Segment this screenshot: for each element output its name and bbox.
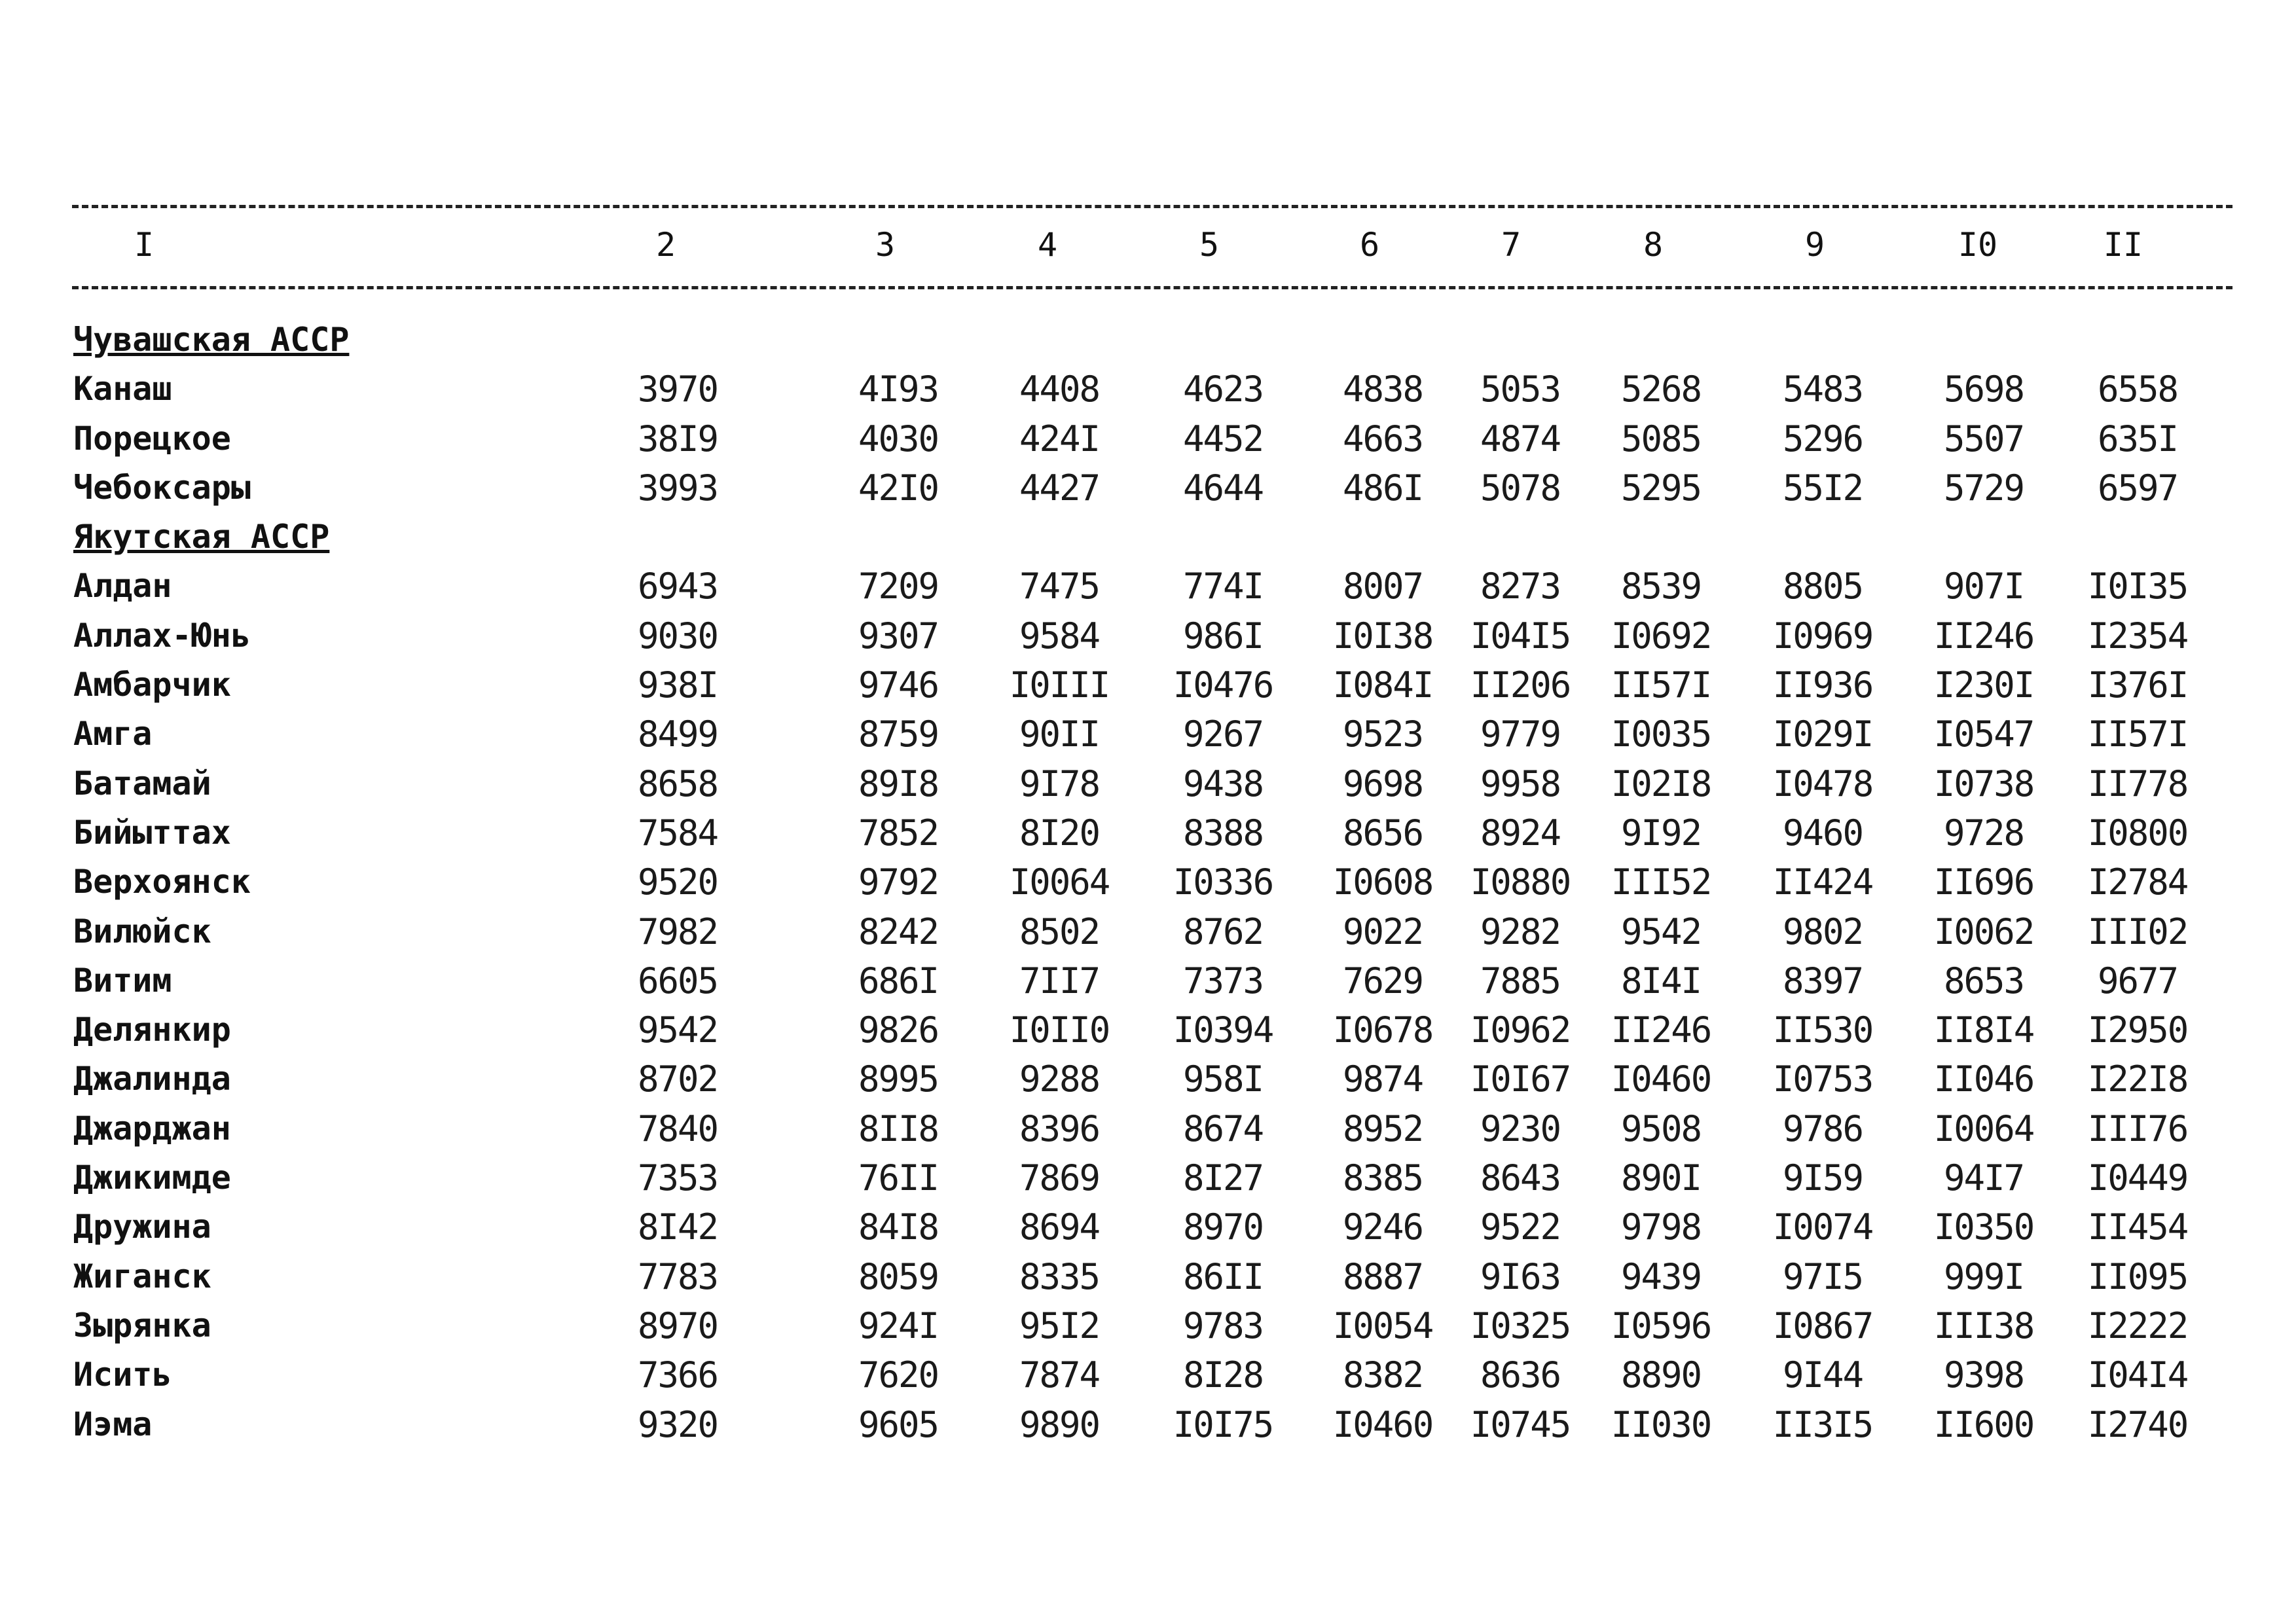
table-cell: 6597 [2097,467,2178,509]
table-cell: 7584 [637,812,718,854]
table-cell: I0449 [2087,1157,2188,1199]
table-row [0,1055,2296,1104]
table-cell: 9542 [1620,911,1702,952]
table-cell: 9460 [1782,812,1863,854]
table-cell: II600 [1933,1403,2034,1445]
table-cell: 94I7 [1943,1157,2024,1199]
table-cell: 9728 [1943,812,2024,854]
table-cell: 9779 [1480,713,1561,755]
table-row [0,710,2296,759]
table-cell: 8674 [1182,1108,1264,1149]
table-cell: I0III [1009,664,1110,706]
table-cell: 4838 [1342,369,1423,410]
table-row [0,1104,2296,1153]
table-cell: 9I92 [1620,812,1702,854]
table-cell: 8805 [1782,566,1863,607]
table-cell: 8242 [858,911,939,952]
column-header-5: 5 [1199,226,1220,264]
table-cell: 9I59 [1782,1157,1863,1199]
table-cell: 9783 [1182,1305,1264,1346]
table-cell: I0035 [1611,713,1711,755]
table-cell: I0867 [1772,1305,1873,1346]
table-cell: 97I5 [1782,1255,1863,1297]
table-cell: 76II [858,1157,939,1199]
column-header-11: II [2103,226,2143,264]
table-row [0,1400,2296,1449]
table-row [0,463,2296,513]
table-cell: II57I [1611,664,1711,706]
table-cell: 774I [1182,566,1264,607]
table-cell: 8059 [858,1255,939,1297]
table-cell: 5268 [1620,369,1702,410]
table-cell: 7373 [1182,960,1264,1001]
table-cell: 42I0 [858,467,939,509]
region-name: Якутская АССР [73,518,330,556]
table-cell: 8273 [1480,566,1561,607]
table-cell: 986I [1182,615,1264,657]
table-row [0,414,2296,463]
table-cell: 90II [1019,713,1100,755]
table-cell: I2950 [2087,1009,2188,1051]
table-cell: 38I9 [637,418,718,460]
table-cell: 686I [858,960,939,1001]
table-cell: 8397 [1782,960,1863,1001]
table-cell: III02 [2087,911,2188,952]
table-cell: 8388 [1182,812,1264,854]
table-cell: I0800 [2087,812,2188,854]
table-cell: 8I20 [1019,812,1100,854]
table-cell: 7869 [1019,1157,1100,1199]
table-cell: 9698 [1342,763,1423,804]
section-heading-row [0,316,2296,365]
table-cell: I0596 [1611,1305,1711,1346]
table-cell: 9584 [1019,615,1100,657]
table-cell: I02I8 [1611,763,1711,804]
table-row [0,1153,2296,1202]
table-cell: 9522 [1480,1206,1561,1248]
table-cell: II095 [2087,1255,2188,1297]
table-cell: 3993 [637,467,718,509]
table-cell: 9523 [1342,713,1423,755]
column-header-9: 9 [1804,226,1825,264]
table-cell: 8643 [1480,1157,1561,1199]
table-cell: I2354 [2087,615,2188,657]
table-cell: 6605 [637,960,718,1001]
table-cell: 8970 [637,1305,718,1346]
table-cell: 89I8 [858,763,939,804]
table-cell: I2222 [2087,1305,2188,1346]
table-cell: I0I67 [1470,1058,1571,1100]
table-cell: 4I93 [858,369,939,410]
station-name: Жиганск [73,1257,211,1295]
table-cell: I0I38 [1332,615,1433,657]
table-cell: 5296 [1782,418,1863,460]
table-row [0,907,2296,956]
table-cell: I0064 [1009,861,1110,903]
table-row [0,562,2296,611]
table-cell: I0478 [1772,763,1873,804]
table-cell: 9439 [1620,1255,1702,1297]
table-row [0,1252,2296,1301]
table-cell: 5483 [1782,369,1863,410]
table-cell: 9022 [1342,911,1423,952]
table-cell: II046 [1933,1058,2034,1100]
table-cell: II778 [2087,763,2188,804]
table-cell: 9282 [1480,911,1561,952]
table-row [0,759,2296,808]
table-row [0,1202,2296,1252]
table-cell: 8I27 [1182,1157,1264,1199]
table-cell: 84I8 [858,1206,939,1248]
table-cell: 9I78 [1019,763,1100,804]
table-cell: 5078 [1480,467,1561,509]
table-cell: I0753 [1772,1058,1873,1100]
table-cell: I029I [1772,713,1873,755]
table-cell: 890I [1620,1157,1702,1199]
table-row [0,1350,2296,1399]
table-cell: I2740 [2087,1403,2188,1445]
station-name: Иэма [73,1405,153,1443]
table-cell: 95I2 [1019,1305,1100,1346]
table-cell: 8658 [637,763,718,804]
table-cell: III76 [2087,1108,2188,1149]
station-name: Канаш [73,370,172,408]
table-cell: 9798 [1620,1206,1702,1248]
column-number-header [0,226,2296,278]
table-cell: I22I8 [2087,1058,2188,1100]
table-cell: 7366 [637,1354,718,1396]
table-cell: 5295 [1620,467,1702,509]
table-cell: 9288 [1019,1058,1100,1100]
table-cell: 8636 [1480,1354,1561,1396]
table-cell: I0880 [1470,861,1571,903]
table-row [0,1301,2296,1350]
table-cell: 924I [858,1305,939,1346]
table-cell: II936 [1772,664,1873,706]
table-row [0,660,2296,710]
table-row [0,365,2296,414]
station-name: Джалинда [73,1060,231,1098]
table-cell: I0I75 [1173,1403,1273,1445]
table-cell: 4030 [858,418,939,460]
station-name: Делянкир [73,1011,231,1049]
column-header-7: 7 [1501,226,1522,264]
table-cell: 9438 [1182,763,1264,804]
table-cell: III38 [1933,1305,2034,1346]
table-cell: 8995 [858,1058,939,1100]
table-cell: I0547 [1933,713,2034,755]
table-cell: 8II8 [858,1108,939,1149]
table-cell: 5053 [1480,369,1561,410]
column-header-3: 3 [875,226,896,264]
table-cell: 5698 [1943,369,2024,410]
table-cell: 4452 [1182,418,1264,460]
table-cell: 4644 [1182,467,1264,509]
table-cell: 9890 [1019,1403,1100,1445]
table-cell: 6558 [2097,369,2178,410]
column-header-6: 6 [1359,226,1380,264]
table-cell: 9520 [637,861,718,903]
table-cell: 5507 [1943,418,2024,460]
table-cell: II424 [1772,861,1873,903]
table-cell: 4874 [1480,418,1561,460]
table-cell: 4408 [1019,369,1100,410]
station-name: Чебоксары [73,468,251,507]
table-cell: 9786 [1782,1108,1863,1149]
table-cell: 8970 [1182,1206,1264,1248]
table-cell: 4623 [1182,369,1264,410]
table-cell: I04I5 [1470,615,1571,657]
table-cell: 9874 [1342,1058,1423,1100]
table-cell: I0678 [1332,1009,1433,1051]
table-cell: I0394 [1173,1009,1273,1051]
table-top-rule [72,205,2232,208]
table-cell: 486I [1342,467,1423,509]
table-cell: II8I4 [1933,1009,2034,1051]
table-cell: I0460 [1332,1403,1433,1445]
table-cell: 9958 [1480,763,1561,804]
table-cell: 7475 [1019,566,1100,607]
table-cell: 635I [2097,418,2178,460]
table-cell: 4663 [1342,418,1423,460]
station-name: Бийыттах [73,813,231,852]
table-row [0,956,2296,1005]
table-cell: 8539 [1620,566,1702,607]
table-cell: 938I [637,664,718,706]
station-name: Дружина [73,1208,211,1246]
table-cell: I0350 [1933,1206,2034,1248]
table-cell: 7209 [858,566,939,607]
table-row [0,808,2296,857]
table-cell: II3I5 [1772,1403,1873,1445]
table-cell: 4427 [1019,467,1100,509]
table-cell: 7874 [1019,1354,1100,1396]
table-cell: II246 [1933,615,2034,657]
table-cell: 8890 [1620,1354,1702,1396]
table-cell: 9I63 [1480,1255,1561,1297]
station-name: Амбарчик [73,666,231,704]
station-name: Аллах-Юнь [73,616,251,655]
table-cell: 9246 [1342,1206,1423,1248]
station-name: Алдан [73,567,172,605]
table-cell: 8335 [1019,1255,1100,1297]
table-cell: I0074 [1772,1206,1873,1248]
table-cell: 8385 [1342,1157,1423,1199]
table-cell: 5085 [1620,418,1702,460]
table-cell: I0I35 [2087,566,2188,607]
table-cell: I0969 [1772,615,1873,657]
table-cell: I376I [2087,664,2188,706]
table-cell: I0336 [1173,861,1273,903]
table-cell: II530 [1772,1009,1873,1051]
table-cell: 9230 [1480,1108,1561,1149]
station-name: Амга [73,715,153,753]
table-cell: 8396 [1019,1108,1100,1149]
station-name: Витим [73,961,172,1000]
column-header-2: 2 [655,226,676,264]
table-cell: 8502 [1019,911,1100,952]
table-cell: 7629 [1342,960,1423,1001]
table-cell: I0460 [1611,1058,1711,1100]
table-cell: 9508 [1620,1108,1702,1149]
table-cell: 9I44 [1782,1354,1863,1396]
table-cell: 8759 [858,713,939,755]
table-cell: 86II [1182,1255,1264,1297]
table-cell: III52 [1611,861,1711,903]
table-cell: I0325 [1470,1305,1571,1346]
table-cell: I0064 [1933,1108,2034,1149]
table-row [0,857,2296,907]
table-cell: 7620 [858,1354,939,1396]
station-name: Джарджан [73,1109,231,1147]
station-name: Джикимде [73,1159,231,1197]
table-cell: 907I [1943,566,2024,607]
station-name: Верхоянск [73,863,251,901]
table-cell: 9605 [858,1403,939,1445]
table-cell: 8I42 [637,1206,718,1248]
column-header-4: 4 [1037,226,1058,264]
table-cell: 7840 [637,1108,718,1149]
table-cell: II454 [2087,1206,2188,1248]
table-row [0,611,2296,660]
column-header-8: 8 [1643,226,1664,264]
table-cell: 8762 [1182,911,1264,952]
table-cell: I230I [1933,664,2034,706]
table-cell: I0692 [1611,615,1711,657]
table-cell: II57I [2087,713,2188,755]
table-cell: 7885 [1480,960,1561,1001]
table-cell: I0062 [1933,911,2034,952]
table-cell: I0608 [1332,861,1433,903]
table-cell: 55I2 [1782,467,1863,509]
table-cell: 8656 [1342,812,1423,854]
table-cell: 8382 [1342,1354,1423,1396]
table-cell: 5729 [1943,467,2024,509]
table-cell: I0II0 [1009,1009,1110,1051]
table-cell: 3970 [637,369,718,410]
table-cell: 8007 [1342,566,1423,607]
table-cell: 8924 [1480,812,1561,854]
table-cell: 8952 [1342,1108,1423,1149]
table-cell: 999I [1943,1255,2024,1297]
table-cell: 9826 [858,1009,939,1051]
table-body [0,316,2296,1449]
table-cell: I084I [1332,664,1433,706]
header-bottom-rule [72,286,2232,289]
station-name: Порецкое [73,419,231,458]
table-cell: 8499 [637,713,718,755]
table-cell: 424I [1019,418,1100,460]
table-cell: 9746 [858,664,939,706]
table-cell: 9792 [858,861,939,903]
table-cell: 9677 [2097,960,2178,1001]
section-heading-row [0,513,2296,562]
table-cell: 9542 [637,1009,718,1051]
table-cell: 958I [1182,1058,1264,1100]
table-cell: 8I4I [1620,960,1702,1001]
table-cell: 9802 [1782,911,1863,952]
table-cell: II206 [1470,664,1571,706]
table-cell: 9320 [637,1403,718,1445]
table-cell: II030 [1611,1403,1711,1445]
station-name: Батамай [73,764,211,803]
table-row [0,1005,2296,1055]
table-cell: 8702 [637,1058,718,1100]
table-cell: II246 [1611,1009,1711,1051]
table-cell: I0738 [1933,763,2034,804]
table-cell: I0054 [1332,1305,1433,1346]
table-cell: 9267 [1182,713,1264,755]
table-cell: II696 [1933,861,2034,903]
table-cell: 8887 [1342,1255,1423,1297]
table-cell: 7783 [637,1255,718,1297]
table-cell: 8I28 [1182,1354,1264,1396]
station-name: Исить [73,1356,172,1394]
table-cell: 9307 [858,615,939,657]
region-name: Чувашская АССР [73,321,350,359]
station-name: Зырянка [73,1306,211,1344]
table-cell: I0476 [1173,664,1273,706]
table-cell: 7852 [858,812,939,854]
table-cell: I0745 [1470,1403,1571,1445]
table-cell: 8653 [1943,960,2024,1001]
column-header-1: I [134,226,155,264]
table-cell: 7353 [637,1157,718,1199]
table-cell: 7982 [637,911,718,952]
table-cell: 9398 [1943,1354,2024,1396]
table-cell: 7II7 [1019,960,1100,1001]
station-name: Вилюйск [73,912,211,950]
table-cell: 9030 [637,615,718,657]
table-cell: I2784 [2087,861,2188,903]
table-cell: I0962 [1470,1009,1571,1051]
table-cell: I04I4 [2087,1354,2188,1396]
column-header-10: I0 [1958,226,1998,264]
table-cell: 8694 [1019,1206,1100,1248]
table-cell: 6943 [637,566,718,607]
